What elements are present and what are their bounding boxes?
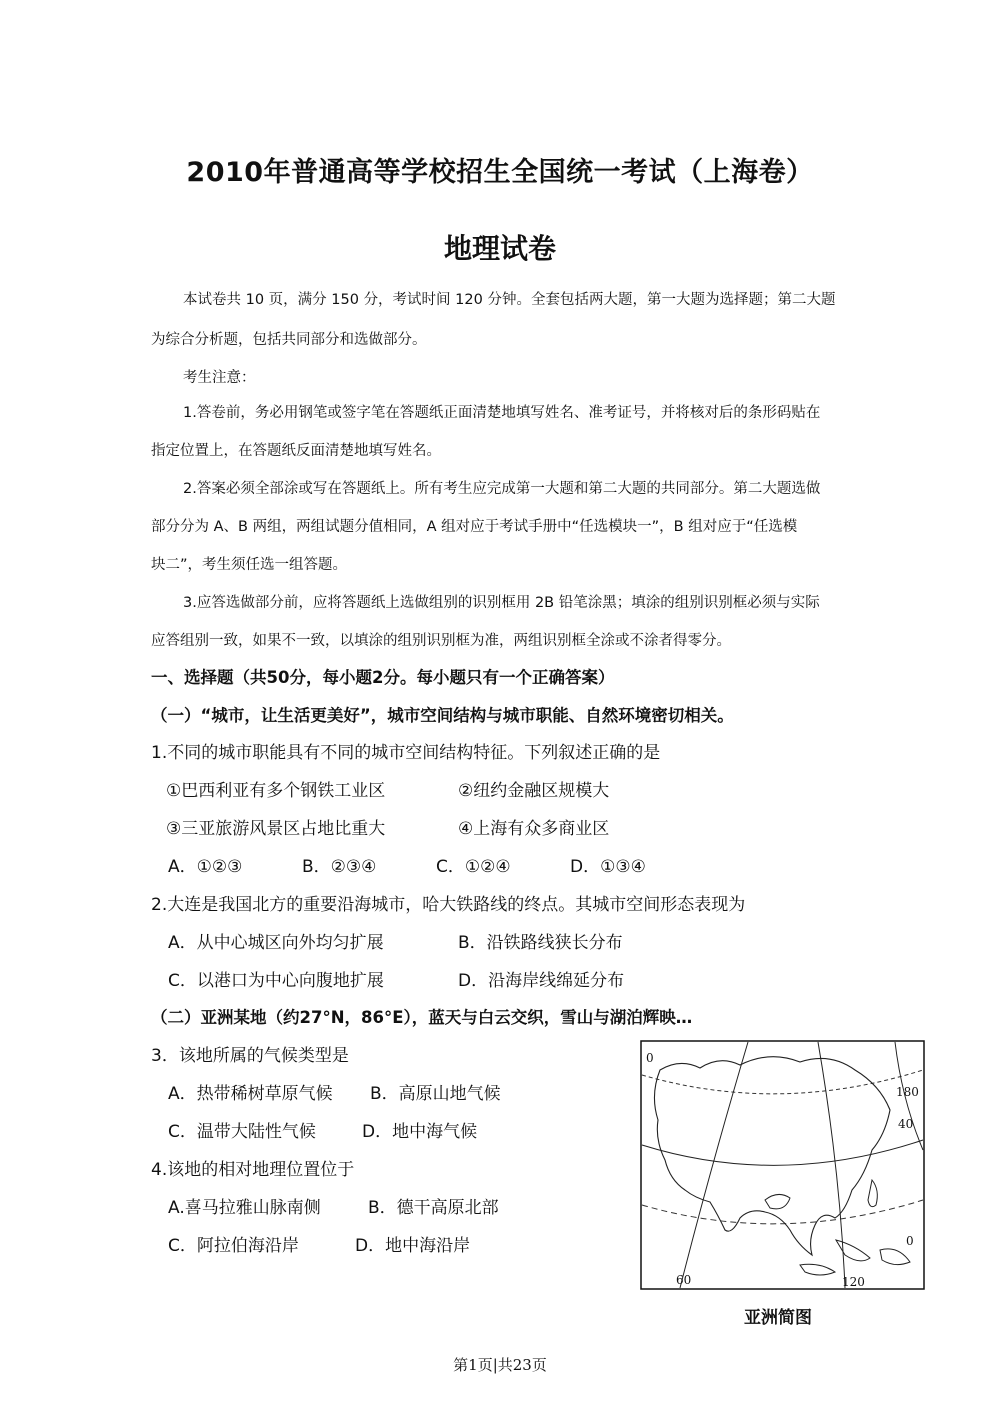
question-stem: 4.该地的相对地理位置位于 <box>151 1160 355 1180</box>
notice-item: 部分分为 A、B 两组，两组试题分值相同，A 组对应于考试手册中“任选模块一”，B 组对应于“任选模 <box>151 519 798 535</box>
notice-item: 1.答卷前，务必用钢笔或签字笔在答题纸正面清楚地填写姓名、准考证号，并将核对后的条形码贴在 <box>183 405 821 421</box>
map-label-lon-180: 180 <box>896 1085 919 1099</box>
option-d: D．地中海气候 <box>362 1122 478 1142</box>
option-c: C．阿拉伯海沿岸 <box>168 1236 299 1256</box>
option-b: B．高原山地气候 <box>370 1084 501 1104</box>
asia-sketch-map <box>640 1040 925 1290</box>
intro-line: 为综合分析题，包括共同部分和选做部分。 <box>151 332 427 348</box>
notice-label: 考生注意： <box>183 370 256 386</box>
option-a: A．热带稀树草原气候 <box>168 1084 333 1104</box>
notice-item: 3.应答选做部分前，应将答题纸上选做组别的识别框用 2B 铅笔涂黑；填涂的组别识别框必须与实际 <box>183 595 820 611</box>
option-b: B．②③④ <box>302 857 377 877</box>
statement-item: ①巴西利亚有多个钢铁工业区 <box>166 781 386 801</box>
option-a: A．①②③ <box>168 857 243 877</box>
option-a: A.喜马拉雅山脉南侧 <box>168 1198 321 1218</box>
question-stem: 2.大连是我国北方的重要沿海城市，哈大铁路线的终点。其城市空间形态表现为 <box>151 895 746 915</box>
option-d: D．沿海岸线绵延分布 <box>458 971 625 991</box>
option-a: A．从中心城区向外均匀扩展 <box>168 933 384 953</box>
notice-item: 指定位置上，在答题纸反面清楚地填写姓名。 <box>151 443 441 459</box>
map-label-top-left-zero: 0 <box>646 1051 654 1065</box>
group-heading: （二）亚洲某地（约27°N，86°E），蓝天与白云交织，雪山与湖泊辉映… <box>151 1008 693 1027</box>
page-number: 第1页|共23页 <box>453 1356 547 1374</box>
statement-item: ②纽约金融区规模大 <box>458 781 610 801</box>
map-caption: 亚洲简图 <box>744 1308 812 1328</box>
statement-item: ④上海有众多商业区 <box>458 819 610 839</box>
intro-line: 本试卷共 10 页，满分 150 分，考试时间 120 分钟。全套包括两大题，第一大题为选择题；第二大题 <box>183 292 836 308</box>
map-label-right-zero: 0 <box>906 1234 914 1248</box>
notice-item: 块二”，考生须任选一组答题。 <box>151 557 348 573</box>
question-stem: 1.不同的城市职能具有不同的城市空间结构特征。下列叙述正确的是 <box>151 743 661 763</box>
exam-title: 2010年普通高等学校招生全国统一考试（上海卷） <box>186 157 814 188</box>
option-c: C．温带大陆性气候 <box>168 1122 316 1142</box>
notice-item: 2.答案必须全部涂或写在答题纸上。所有考生应完成第一大题和第二大题的共同部分。第二大题选做 <box>183 481 821 497</box>
map-label-lat-40: 40 <box>898 1117 914 1131</box>
group-heading: （一）“城市，让生活更美好”，城市空间结构与城市职能、自然环境密切相关。 <box>151 706 734 725</box>
question-stem: 3．该地所属的气候类型是 <box>151 1046 349 1066</box>
option-c: C．①②④ <box>436 857 511 877</box>
map-label-lon-60: 60 <box>676 1273 692 1287</box>
section-heading: 一、选择题（共50分，每小题2分。每小题只有一个正确答案） <box>151 668 615 687</box>
option-d: D．地中海沿岸 <box>355 1236 471 1256</box>
option-c: C．以港口为中心向腹地扩展 <box>168 971 384 991</box>
notice-item: 应答组别一致，如果不一致，以填涂的组别识别框为准，两组识别框全涂或不涂者得零分。 <box>151 633 731 649</box>
option-d: D．①③④ <box>570 857 646 877</box>
option-b: B．德干高原北部 <box>368 1198 499 1218</box>
option-b: B．沿铁路线狭长分布 <box>458 933 623 953</box>
map-label-lon-120: 120 <box>842 1275 865 1289</box>
paper-subtitle: 地理试卷 <box>443 232 556 265</box>
statement-item: ③三亚旅游风景区占地比重大 <box>166 819 386 839</box>
